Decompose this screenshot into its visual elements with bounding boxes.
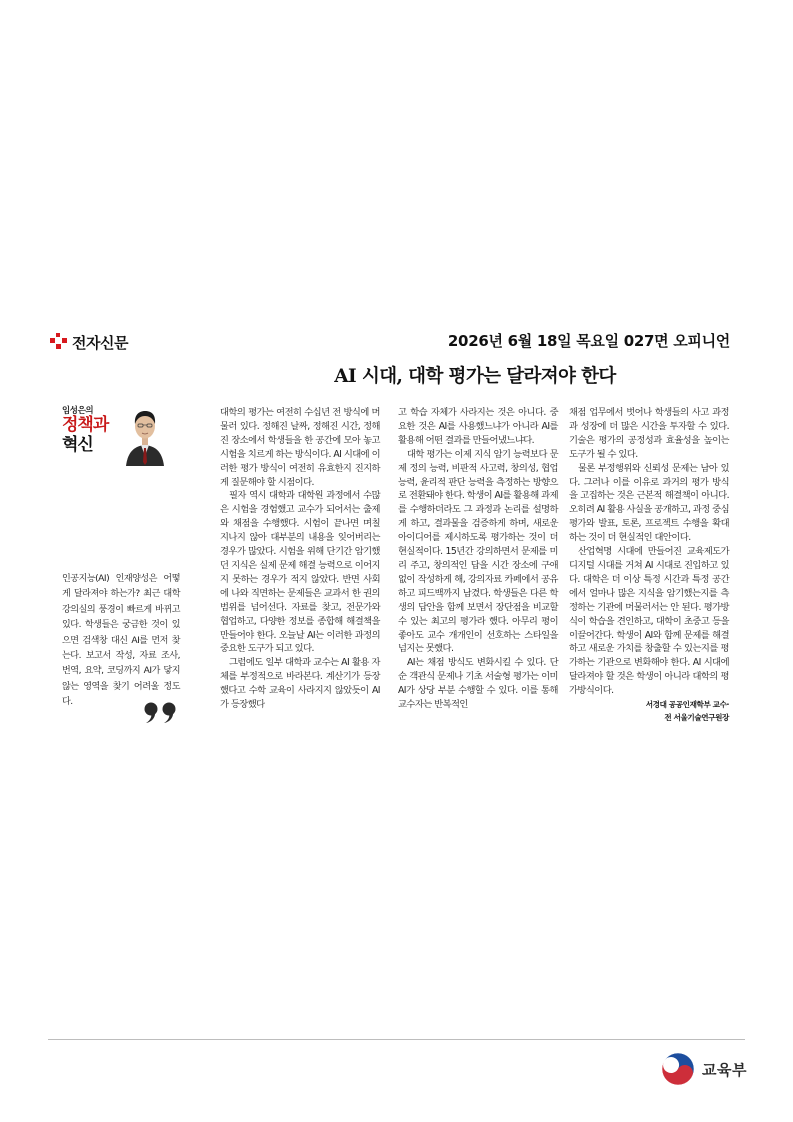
newspaper-logo <box>50 332 128 353</box>
author-affiliation: 서경대 공공인재학부 교수· <box>645 700 729 710</box>
footer-divider <box>48 1039 745 1040</box>
taegeuk-icon <box>660 1051 696 1087</box>
article-column-3 <box>569 406 729 724</box>
article-paragraph: 대학의 평가는 여전히 수십년 전 방식에 머물러 있다. 정해진 날짜, 정해진 시간, 정해진 장소에서 학생들을 한 공간에 모아 놓고 시험을 치르게 하는 방식이다. AI 시대에 이러한 평가 방식이 여전히 유효한지 진지하게 질문해야 할 시점이다. <box>220 407 380 488</box>
article-paragraph: AI는 채점 방식도 변화시킬 수 있다. 단순 객관식 문제나 기초 서술형 평가는 이미 AI가 상당 부분 수행할 수 있다. 이를 통해 교수자는 반복적인 <box>398 657 558 711</box>
author-former-title: 전 서울기술연구원장 <box>664 713 729 723</box>
article-headline: AI 시대, 대학 평가는 달라져야 한다 <box>334 366 616 387</box>
newspaper-name: 전자신문 <box>72 334 128 352</box>
pull-quote: 인공지능(AI) 인재양성은 어떻게 달라져야 하는가? 최근 대학 강의실의 풍경이 빠르게 바뀌고 있다. 학생들은 궁금한 것이 있으면 검색창 대신 AI를 먼저 찾는다. 보고서 작성, 자료 조사, 번역, 요약, 코딩까지 AI가 닿지 않는 영역을 찾기 어려울 정도다. <box>62 574 180 708</box>
article-paragraph: 물론 부정행위와 신뢰성 문제는 남아 있다. 그러나 이를 이유로 과거의 평가 방식을 고집하는 것은 근본적 해결책이 아니다. 오히려 AI 활용 사실을 공개하고, 과정 중심 평가와 발표, 토론, 프로젝트 수행을 확대하는 것이 더 현실적인 대안이다. <box>569 462 729 544</box>
ministry-name: 교육부 <box>702 1060 747 1079</box>
etnews-logo-icon <box>50 335 68 351</box>
article-paragraph: 고 학습 자체가 사라지는 것은 아니다. 중요한 것은 AI를 사용했느냐가 아니라 AI를 활용해 어떤 결과를 만들어냈느냐다. <box>398 407 558 446</box>
article-paragraph: 채점 업무에서 벗어나 학생들의 사고 과정과 성장에 더 많은 시간을 투자할 수 있다. 기술은 평가의 공정성과 효율성을 높이는 도구가 될 수 있다. <box>569 407 729 460</box>
column-series-title <box>62 415 108 455</box>
column-title-line1: 정책과 <box>62 415 109 435</box>
quote-mark-icon <box>143 702 179 724</box>
issue-dateline: 2026년 6월 18일 목요일 027면 오피니언 <box>447 332 730 350</box>
article-paragraph: 대학 평가는 이제 지식 암기 능력보다 문제 정의 능력, 비판적 사고력, 창의성, 협업 능력, 윤리적 판단 능력을 측정하는 방향으로 전환돼야 한다. 학생이 AI를 활용해 과제를 수행하더라도 그 과정과 논리를 설명하게 하고, 결과물을 검증하게 하며, 새로운 아이디어를 제시하도록 평가하는 것이 더 현실적이다. 15년간 강의하면서 문제를 미리 주고, 창의적인 답을 시간 장소에 구애 없이 작성하게 해, 강의자료 카페에서 공유하고 피드백까지 남겼다. 학생들은 다른 학생의 답안을 함께 보면서 장단점을 비교할 수 있는 최고의 평가라 했다. 아무리 평이 좋아도 교수 개개인이 선호하는 스타일을 넘지는 못했다. <box>398 448 558 655</box>
column-series-badge <box>62 404 166 468</box>
columnist-byline: 임성은의 <box>62 406 94 416</box>
article-column-2 <box>398 406 558 712</box>
masthead <box>50 330 730 356</box>
article-paragraph: 그럼에도 일부 대학과 교수는 AI 활용 자체를 부정적으로 바라본다. 계산기가 등장했다고 수학 교육이 사라지지 않았듯이 AI가 등장했다 <box>220 657 380 711</box>
article-paragraph: 필자 역시 대학과 대학원 과정에서 수많은 시험을 경험했고 교수가 되어서는 출제와 채점을 수행했다. 시험이 끝나면 며칠 지나지 않아 대부분의 내용을 잊어버리는 경우가 많았다. 시험을 위해 단기간 암기했던 지식은 실제 문제 해결 능력으로 이어지지 못하는 경우가 적지 않았다. 반면 사회에 나와 직면하는 문제들은 교과서 한 권의 범위를 넘어선다. 자료를 찾고, 전문가와 협업하고, 다양한 정보를 종합해 해결책을 만들어야 한다. 오늘날 AI는 이러한 과정의 중요한 도구가 되고 있다. <box>220 490 380 655</box>
author-byline <box>569 698 729 724</box>
ministry-logo <box>660 1051 747 1087</box>
article-column-1 <box>220 406 380 712</box>
columnist-photo <box>124 404 166 466</box>
column-title-line2: 혁신 <box>62 435 93 455</box>
article-paragraph: 산업혁명 시대에 만들어진 교육제도가 디지털 시대를 거쳐 AI 시대로 진입하고 있다. 대학은 더 이상 특정 시간과 특정 공간에서 얼마나 많은 지식을 암기했는지를 측정하는 기관에 머물러서는 안 된다. 평가방식이 학습을 견인하고, 대학이 초중고 등을 이끌어간다. 학생이 AI와 함께 문제를 해결하고 새로운 가치를 창출할 수 있는지를 평가하는 기관으로 변화해야 한다. AI 시대에 달라져야 할 것은 학생이 아니라 대학의 평가방식이다. <box>569 546 729 697</box>
